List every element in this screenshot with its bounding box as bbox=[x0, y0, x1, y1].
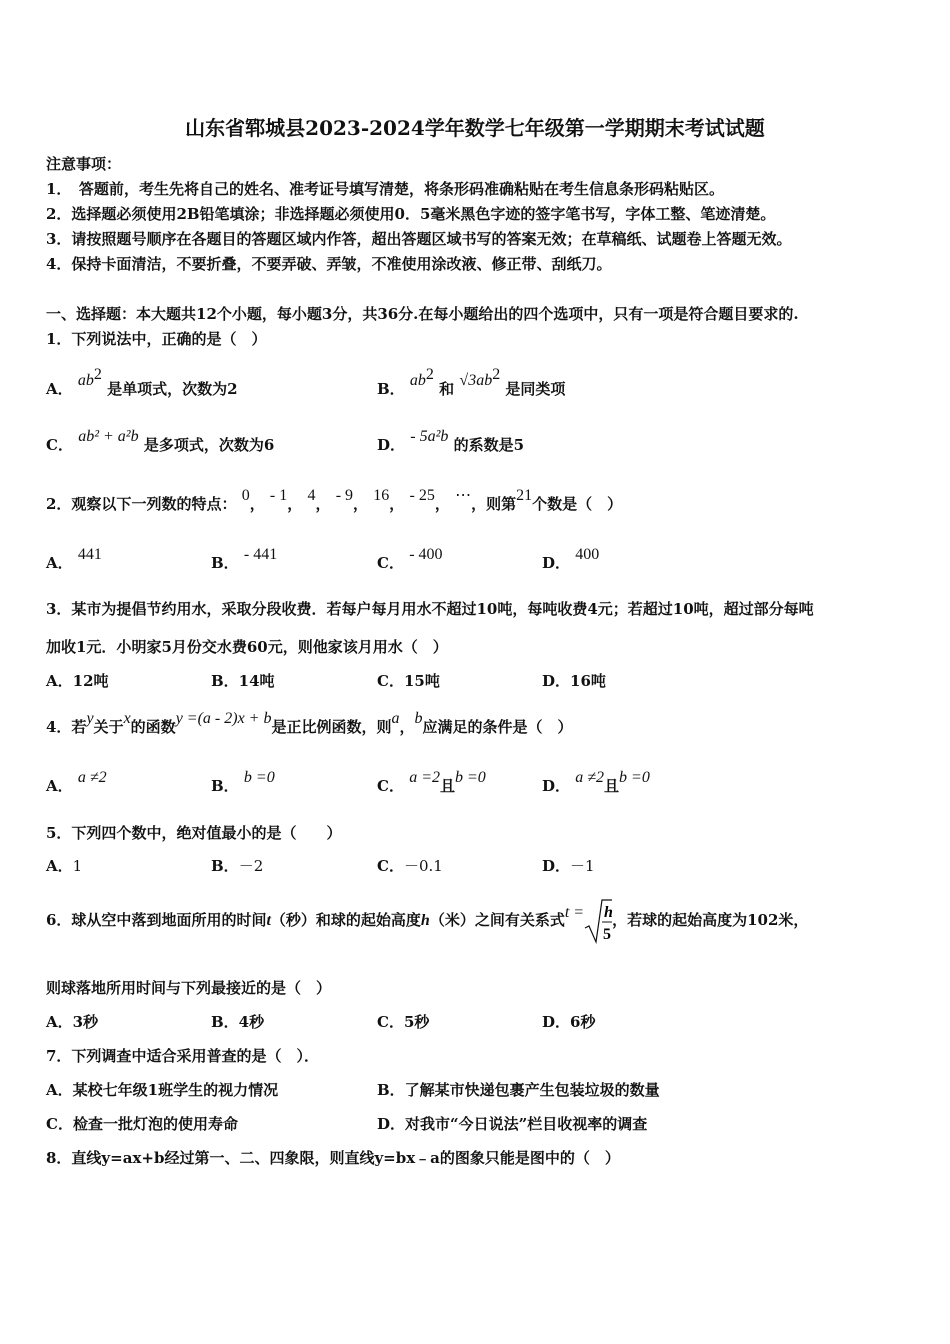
option-math: a =2 bbox=[409, 769, 440, 786]
question-3-option-a: A．12吨 bbox=[46, 672, 109, 690]
sequence-term: - 1 bbox=[269, 487, 288, 504]
question-6-option-a: A．3秒 bbox=[46, 1013, 99, 1031]
option-text: 的系数是5 bbox=[453, 436, 525, 454]
math-variable: x bbox=[123, 710, 131, 727]
question-6-option-c: C．5秒 bbox=[377, 1013, 430, 1031]
math-expression: √3ab bbox=[459, 372, 493, 389]
option-label: B． bbox=[211, 857, 239, 875]
notice-item-4: 4．保持卡面清洁，不要折叠，不要弄破、弄皱，不准使用涂改液、修正带、刮纸刀。 bbox=[46, 255, 612, 273]
option-value: - 441 bbox=[243, 546, 278, 563]
page-title: 山东省郓城县2023-2024学年数学七年级第一学期期末考试试题 bbox=[185, 116, 765, 140]
math-exponent: 2 bbox=[492, 366, 501, 383]
question-5-stem: 5．下列四个数中，绝对值最小的是（ ） bbox=[46, 824, 342, 842]
question-3-line-2: 加收1元．小明家5月份交水费60元，则他家该月用水（ ） bbox=[46, 638, 448, 656]
question-text: （秒）和球的起始高度 bbox=[270, 911, 421, 929]
option-connector: 且 bbox=[604, 777, 620, 795]
question-text: 4．若 bbox=[46, 718, 87, 736]
question-1-option-a bbox=[46, 366, 238, 399]
question-2-stem: 2．观察以下一列数的特点： 0， - 1， 4， - 9， 16， - 25， ⋯，则第21个数是（ ） bbox=[46, 487, 623, 513]
sqrt-sign-icon bbox=[584, 898, 612, 944]
question-text: ， bbox=[399, 718, 415, 736]
math-variable: t bbox=[266, 912, 271, 929]
question-7-option-c: C．检查一批灯泡的使用寿命 bbox=[46, 1115, 238, 1133]
option-label: D． bbox=[377, 436, 406, 454]
fraction-numerator: h bbox=[604, 904, 613, 921]
question-3-option-c: C．15吨 bbox=[377, 672, 440, 690]
question-2-option-c bbox=[377, 546, 443, 573]
option-label: D． bbox=[542, 857, 571, 875]
option-value: －1 bbox=[570, 857, 595, 875]
question-4-option-a bbox=[46, 769, 107, 796]
question-7-option-b: B．了解某市快递包裹产生包装垃圾的数量 bbox=[377, 1081, 660, 1099]
option-math: a ≠2 bbox=[77, 769, 107, 786]
math-expression: - 5a²b bbox=[410, 428, 449, 445]
math-exponent: 2 bbox=[425, 366, 434, 383]
question-3-option-d: D．16吨 bbox=[542, 672, 606, 690]
question-4-stem bbox=[46, 710, 573, 737]
option-value: 441 bbox=[77, 546, 102, 563]
option-text: 是同类项 bbox=[505, 380, 566, 398]
fraction-denominator: 5 bbox=[603, 926, 612, 943]
math-exponent: 2 bbox=[93, 366, 102, 383]
question-6-option-b: B．4秒 bbox=[211, 1013, 265, 1031]
sequence-term: - 9 bbox=[335, 487, 354, 504]
math-expression: ab bbox=[409, 372, 426, 389]
notice-item-2: 2．选择题必须使用2B铅笔填涂；非选择题必须使用0．5毫米黑色字迹的签字笔书写，字体工整、笔迹清楚。 bbox=[46, 205, 776, 223]
option-text: 是多项式，次数为6 bbox=[143, 436, 275, 454]
question-text: （米）之间有关系式 bbox=[429, 911, 565, 929]
question-text: 6．球从空中落到地面所用的时间 bbox=[46, 911, 267, 929]
formula-lhs: t = bbox=[564, 904, 585, 921]
option-value: －2 bbox=[238, 857, 264, 875]
math-expression: ab bbox=[77, 372, 94, 389]
question-6-line-2: 则球落地所用时间与下列最接近的是（ ） bbox=[46, 979, 332, 997]
section-heading: 一、选择题：本大题共12个小题，每小题3分，共36分.在每小题给出的四个选项中，只有一项是符合题目要求的. bbox=[46, 305, 799, 323]
option-text: 是单项式，次数为2 bbox=[107, 380, 238, 398]
option-label: A． bbox=[46, 380, 73, 398]
question-2-option-d bbox=[542, 546, 600, 573]
question-5-option-b bbox=[211, 855, 263, 876]
question-text: 应满足的条件是（ ） bbox=[422, 718, 573, 736]
question-text: 的函数 bbox=[130, 718, 176, 736]
option-connector: 和 bbox=[439, 380, 455, 398]
question-text: 是正比例函数，则 bbox=[271, 718, 392, 736]
question-2-option-a bbox=[46, 546, 102, 573]
question-5-option-d bbox=[542, 855, 595, 876]
sequence-term: 4 bbox=[307, 487, 316, 504]
option-label: A． bbox=[46, 554, 73, 572]
option-math: b =0 bbox=[619, 769, 650, 786]
question-2-option-b bbox=[211, 546, 278, 573]
question-3-line-1: 3．某市为提倡节约用水，采取分段收费．若每户每月用水不超过10吨，每吨收费4元；若超过10吨，超过部分每吨 bbox=[46, 600, 814, 618]
notice-heading: 注意事项： bbox=[46, 155, 122, 173]
sequence-term: 0 bbox=[241, 487, 250, 504]
question-4-option-d bbox=[542, 769, 650, 796]
option-label: B． bbox=[377, 380, 405, 398]
math-expression: ab² + a²b bbox=[78, 428, 139, 445]
question-8-stem: 8．直线y=ax+b经过第一、二、四象限，则直线y=bx﹣a的图象只能是图中的（ ） bbox=[46, 1149, 620, 1167]
question-5-option-a bbox=[46, 855, 82, 876]
sequence-term: ⋯ bbox=[455, 487, 472, 504]
sqrt-fraction bbox=[584, 898, 612, 944]
option-value: －0.1 bbox=[403, 857, 443, 875]
option-label: D． bbox=[542, 554, 571, 572]
question-2-tail: 个数是（ ） bbox=[532, 495, 623, 513]
question-2-lead: 2．观察以下一列数的特点： bbox=[46, 495, 237, 513]
question-7-option-a: A．某校七年级1班学生的视力情况 bbox=[46, 1081, 279, 1099]
question-6-stem bbox=[46, 898, 808, 944]
question-2-tail: ，则第 bbox=[471, 495, 517, 513]
math-variable: a bbox=[391, 710, 400, 727]
option-value: - 400 bbox=[409, 546, 443, 563]
option-label: C． bbox=[377, 554, 404, 572]
option-math: a ≠2 bbox=[575, 769, 605, 786]
question-1-stem: 1．下列说法中，正确的是（ ） bbox=[46, 330, 267, 348]
option-label: C． bbox=[377, 777, 404, 795]
math-variable: h bbox=[420, 912, 430, 929]
option-label: B． bbox=[211, 777, 239, 795]
function-expression: y =(a - 2)x + b bbox=[175, 710, 272, 727]
sequence-term: - 25 bbox=[409, 487, 435, 504]
math-variable: b bbox=[414, 710, 423, 727]
option-label: C． bbox=[377, 857, 404, 875]
option-label: B． bbox=[211, 554, 239, 572]
question-1-option-d bbox=[377, 428, 525, 455]
option-math: b =0 bbox=[455, 769, 486, 786]
question-text: ，若球的起始高度为102米， bbox=[612, 911, 809, 929]
question-1-option-b bbox=[377, 366, 566, 399]
sequence-term: 16 bbox=[373, 487, 390, 504]
option-value: 400 bbox=[575, 546, 600, 563]
notice-item-1: 1． 答题前，考生先将自己的姓名、准考证号填写清楚，将条形码准确粘贴在考生信息条形码粘贴区。 bbox=[46, 180, 724, 198]
math-variable: y bbox=[86, 710, 94, 727]
option-value: 1 bbox=[72, 857, 83, 875]
notice-item-3: 3．请按照题号顺序在各题目的答题区域内作答，超出答题区域书写的答案无效；在草稿纸、试题卷上答题无效。 bbox=[46, 230, 792, 248]
question-3-option-b: B．14吨 bbox=[211, 672, 275, 690]
question-4-option-b bbox=[211, 769, 275, 796]
question-5-option-c bbox=[377, 855, 443, 876]
option-label: D． bbox=[542, 777, 571, 795]
question-7-stem: 7．下列调查中适合采用普查的是（ ）． bbox=[46, 1047, 319, 1065]
question-text: 关于 bbox=[93, 718, 124, 736]
option-label: A． bbox=[46, 857, 73, 875]
term-index: 21 bbox=[516, 487, 533, 504]
question-6-option-d: D．6秒 bbox=[542, 1013, 596, 1031]
question-1-option-c bbox=[46, 428, 275, 455]
option-label: C． bbox=[46, 436, 73, 454]
question-4-option-c bbox=[377, 769, 486, 796]
option-label: A． bbox=[46, 777, 73, 795]
option-connector: 且 bbox=[439, 777, 455, 795]
question-7-option-d: D．对我市“今日说法”栏目收视率的调查 bbox=[377, 1115, 648, 1133]
option-math: b =0 bbox=[243, 769, 275, 786]
